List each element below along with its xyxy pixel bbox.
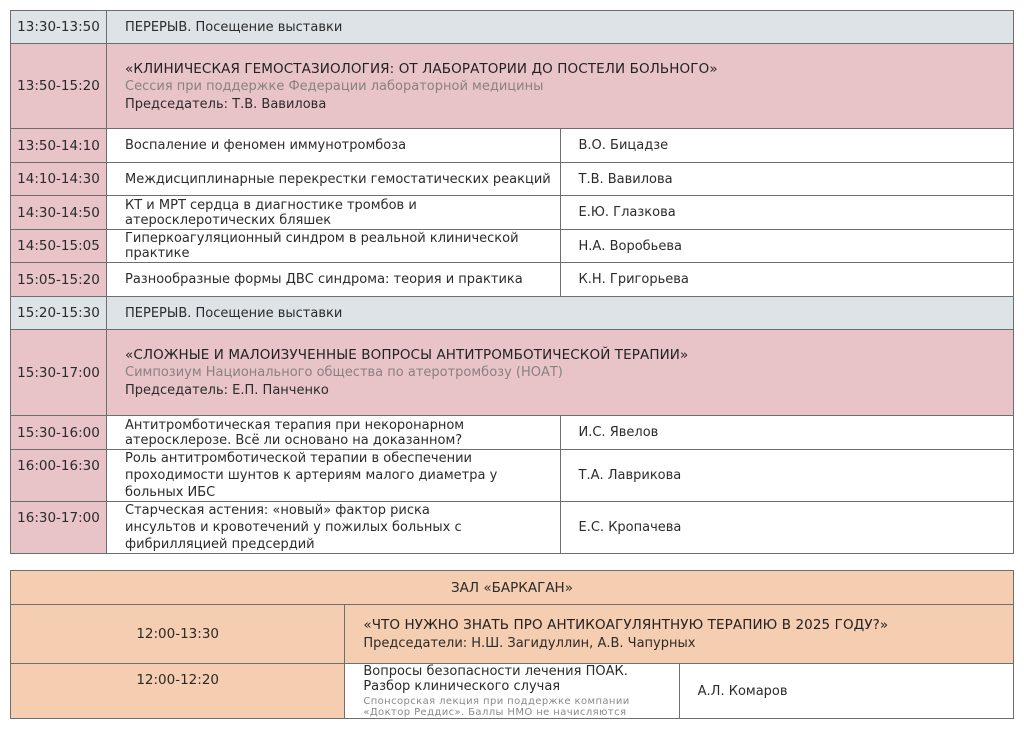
time-cell: 13:50-15:20	[11, 44, 107, 129]
session-info	[107, 330, 1014, 416]
session-subtitle: Сессия при поддержке Федерации лабораторной медицины	[125, 78, 544, 94]
talk-title: Роль антитромботической терапии в обеспечении проходимости шунтов к артериям малого диаметра у больных ИБС	[107, 450, 561, 502]
talk-row	[11, 450, 1014, 502]
talk-title: Междисциплинарные перекрестки гемостатических реакций	[107, 163, 561, 196]
session-row	[11, 605, 1014, 664]
time-cell: 13:30-13:50	[11, 11, 107, 44]
time-cell: 15:20-15:30	[11, 297, 107, 330]
session-info	[107, 44, 1014, 129]
session-chair: Председатели: Н.Ш. Загидуллин, А.В. Чапурных	[363, 636, 696, 651]
talk-row	[11, 263, 1014, 297]
schedule-table-main	[10, 10, 1014, 554]
talk-title: Воспаление и феномен иммунотромбоза	[107, 129, 561, 163]
break-text: ПЕРЕРЫВ. Посещение выставки	[107, 11, 1014, 44]
hall-title: ЗАЛ «БАРКАГАН»	[11, 571, 1014, 605]
speaker: Е.С. Кропачева	[560, 502, 1014, 554]
session-title: «СЛОЖНЫЕ И МАЛОИЗУЧЕННЫЕ ВОПРОСЫ АНТИТРОМБОТИЧЕСКОЙ ТЕРАПИИ»	[125, 347, 689, 363]
talk-row	[11, 163, 1014, 196]
speaker: Е.Ю. Глазкова	[560, 196, 1014, 230]
talk-title: КТ и МРТ сердца в диагностике тромбов и атеросклеротических бляшек	[107, 196, 561, 230]
talk-row	[11, 502, 1014, 554]
talk-title: Старческая астения: «новый» фактор риска инсультов и кровотечений у пожилых больных с фибрилляцией предсердий	[107, 502, 561, 554]
talk-note: Спонсорская лекция при поддержке компании «Доктор Реддис». Баллы НМО не начисляются	[363, 696, 630, 718]
break-row	[11, 11, 1014, 44]
time-cell: 16:30-17:00	[11, 502, 107, 554]
talk-row	[11, 664, 1014, 719]
time-cell: 12:00-13:30	[11, 605, 345, 664]
time-cell: 14:30-14:50	[11, 196, 107, 230]
time-cell: 13:50-14:10	[11, 129, 107, 163]
talk-row	[11, 129, 1014, 163]
session-subtitle: Симпозиум Национального общества по атеротромбозу (НОАТ)	[125, 365, 563, 380]
speaker: Т.А. Лаврикова	[560, 450, 1014, 502]
session-info	[345, 605, 1014, 664]
session-title: «КЛИНИЧЕСКАЯ ГЕМОСТАЗИОЛОГИЯ: ОТ ЛАБОРАТОРИИ ДО ПОСТЕЛИ БОЛЬНОГО»	[125, 60, 718, 77]
hall-header-row	[11, 571, 1014, 605]
talk-row	[11, 416, 1014, 450]
break-text: ПЕРЕРЫВ. Посещение выставки	[107, 297, 1014, 330]
time-cell: 16:00-16:30	[11, 450, 107, 502]
break-row	[11, 297, 1014, 330]
speaker: К.Н. Григорьева	[560, 263, 1014, 297]
time-cell: 12:00-12:20	[11, 664, 345, 719]
session-row	[11, 330, 1014, 416]
session-chair: Председатель: Е.П. Панченко	[125, 383, 329, 398]
speaker: Т.В. Вавилова	[560, 163, 1014, 196]
talk-title: Вопросы безопасности лечения ПОАК. Разбор клинического случая	[363, 664, 628, 694]
talk-row	[11, 230, 1014, 263]
speaker: А.Л. Комаров	[679, 664, 1013, 719]
time-cell: 14:50-15:05	[11, 230, 107, 263]
talk-title: Разнообразные формы ДВС синдрома: теория и практика	[107, 263, 561, 297]
speaker: В.О. Бицадзе	[560, 129, 1014, 163]
schedule-table-barkagan	[10, 570, 1014, 719]
talk-title: Антитромботическая терапия при некоронарном атеросклерозе. Всё ли основано на доказанном?	[107, 416, 561, 450]
time-cell: 15:30-17:00	[11, 330, 107, 416]
time-cell: 15:30-16:00	[11, 416, 107, 450]
speaker: И.С. Явелов	[560, 416, 1014, 450]
time-cell: 15:05-15:20	[11, 263, 107, 297]
talk-info	[345, 664, 679, 719]
talk-row	[11, 196, 1014, 230]
time-cell: 14:10-14:30	[11, 163, 107, 196]
session-title: «ЧТО НУЖНО ЗНАТЬ ПРО АНТИКОАГУЛЯНТНУЮ ТЕРАПИЮ В 2025 ГОДУ?»	[363, 617, 889, 633]
speaker: Н.А. Воробьева	[560, 230, 1014, 263]
session-row	[11, 44, 1014, 129]
talk-title: Гиперкоагуляционный синдром в реальной клинической практике	[107, 230, 561, 263]
session-chair: Председатель: Т.В. Вавилова	[125, 96, 327, 112]
